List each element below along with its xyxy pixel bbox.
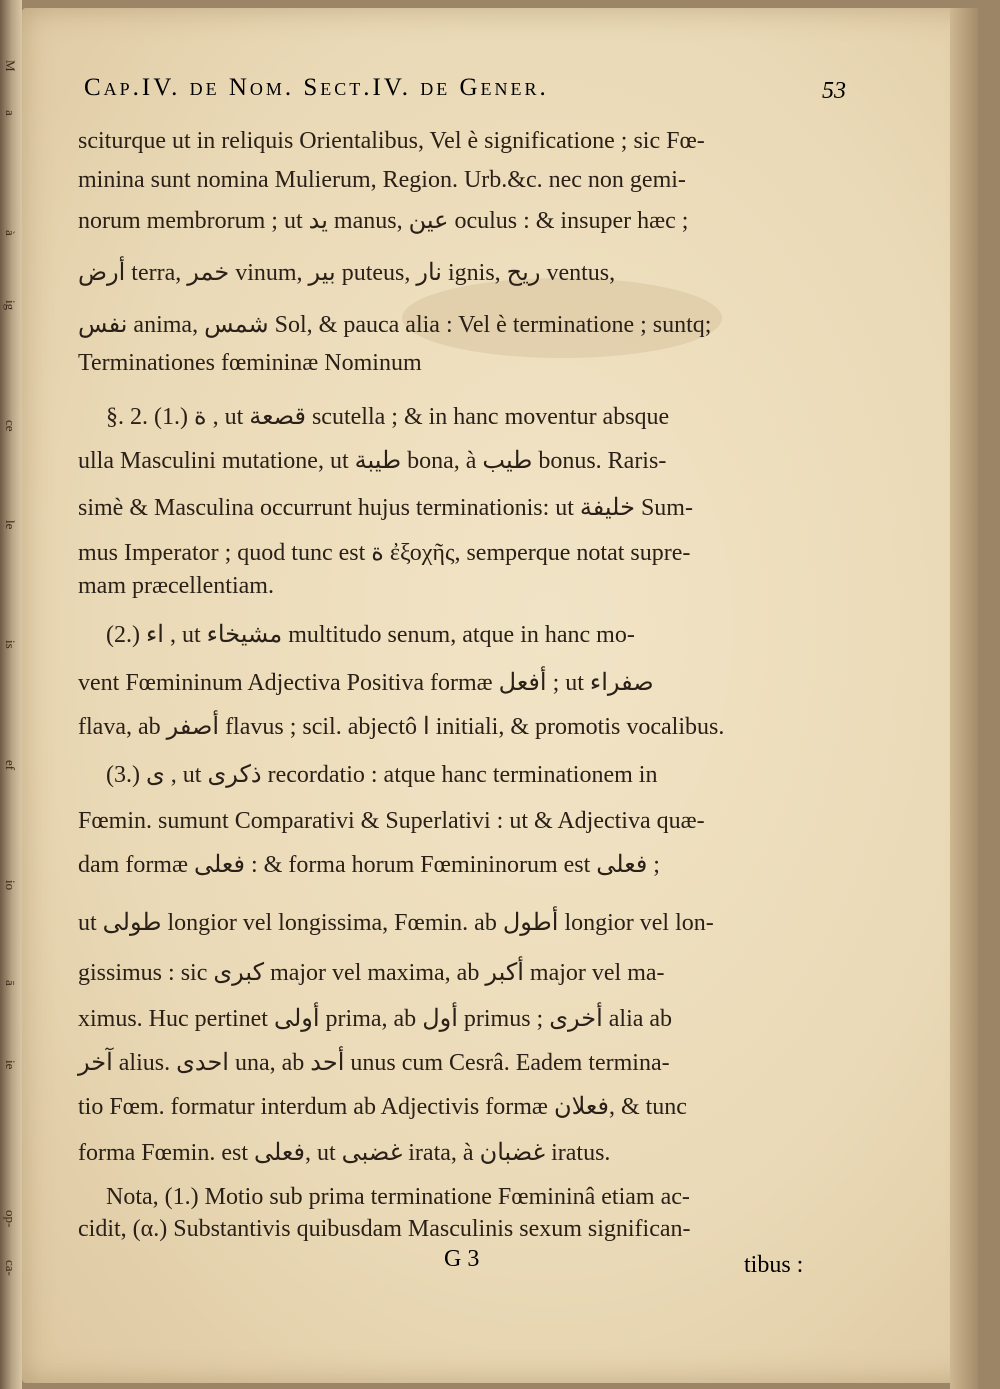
margin-fragment: ig: [3, 300, 18, 311]
text-line: Nota, (1.) Motio sub prima terminatione Fœmininâ etiam ac-: [106, 1184, 690, 1210]
page-number: 53: [822, 78, 846, 104]
previous-page-edge: [0, 0, 22, 1389]
text-line: نفس anima, شمس Sol, & pauca alia : Vel è terminatione ; suntq;: [78, 312, 712, 338]
text-line: Terminationes fœmininæ Nominum: [78, 350, 422, 376]
margin-fragment: ie: [3, 1060, 18, 1070]
text-line: §. 2. (1.) ة , ut قصعة scutella ; & in hanc moventur absque: [106, 404, 670, 430]
margin-fragment: io: [3, 880, 18, 891]
margin-fragment: a: [3, 110, 18, 116]
text-line: Fœmin. sumunt Comparativi & Superlativi : ut & Adjectiva quæ-: [78, 808, 705, 834]
text-line: minina sunt nomina Mulierum, Region. Urb.&c. nec non gemi-: [78, 167, 686, 193]
margin-fragment: ce: [3, 420, 18, 432]
signature-mark: G 3: [444, 1246, 480, 1272]
text-line: ximus. Huc pertinet أولى prima, ab أول primus ; أخرى alia ab: [78, 1006, 673, 1032]
text-line: norum membrorum ; ut يد manus, عين oculus : & insuper hæc ;: [78, 208, 689, 234]
text-line: gissimus : sic كبرى major vel maxima, ab أكبر major vel ma-: [78, 960, 665, 986]
text-line: forma Fœmin. est فعلى, ut غضبى irata, à غضبان iratus.: [78, 1140, 611, 1166]
text-line: أرض terra, خمر vinum, بير puteus, نار ignis, ريح ventus,: [78, 260, 616, 286]
text-line: ulla Masculini mutatione, ut طيبة bona, à طيب bonus. Raris-: [78, 448, 667, 474]
margin-fragment: is: [3, 640, 18, 649]
text-line: mam præcellentiam.: [78, 573, 274, 599]
text-line: cidit, (α.) Substantivis quibusdam Masculinis sexum significan-: [78, 1216, 691, 1242]
page-curl-shadow: [950, 8, 978, 1389]
margin-fragment: le: [3, 520, 18, 530]
catchword: tibus :: [744, 1252, 804, 1278]
margin-fragment: op-: [3, 1210, 18, 1228]
book-page: [22, 8, 978, 1383]
margin-fragment: ef: [3, 760, 18, 771]
text-line: (3.) ى , ut ذكرى recordatio : atque hanc terminationem in: [106, 762, 658, 788]
text-line: ut طولى longior vel longissima, Fœmin. ab أطول longior vel lon-: [78, 910, 714, 936]
margin-fragment: M: [3, 60, 18, 72]
margin-fragment: ca-: [3, 1260, 18, 1276]
margin-fragment: à: [3, 230, 18, 236]
text-line: flava, ab أصفر flavus ; scil. abjectô ا initiali, & promotis vocalibus.: [78, 714, 725, 740]
text-line: tio Fœm. formatur interdum ab Adjectivis formæ فعلان, & tunc: [78, 1094, 687, 1120]
running-head: Cap.IV. de Nom. Sect.IV. de Gener.: [84, 74, 549, 101]
text-line: simè & Masculina occurrunt hujus terminationis: ut خليفة Sum-: [78, 495, 693, 521]
margin-fragment: ā: [3, 980, 18, 986]
text-line: mus Imperator ; quod tunc est ة ἐξοχῆς, semperque notat supre-: [78, 540, 691, 566]
text-line: (2.) اء , ut مشيخاء multitudo senum, atque in hanc mo-: [106, 622, 635, 648]
text-line: sciturque ut in reliquis Orientalibus, Vel è significatione ; sic Fœ-: [78, 128, 705, 154]
text-line: آخر alius. احدى una, ab أحد unus cum Cesrâ. Eadem termina-: [78, 1050, 670, 1076]
text-line: vent Fœmininum Adjectiva Positiva formæ أفعل ; ut صفراء: [78, 670, 654, 696]
text-line: dam formæ فعلى : & forma horum Fœmininorum est فعلى ;: [78, 852, 660, 878]
